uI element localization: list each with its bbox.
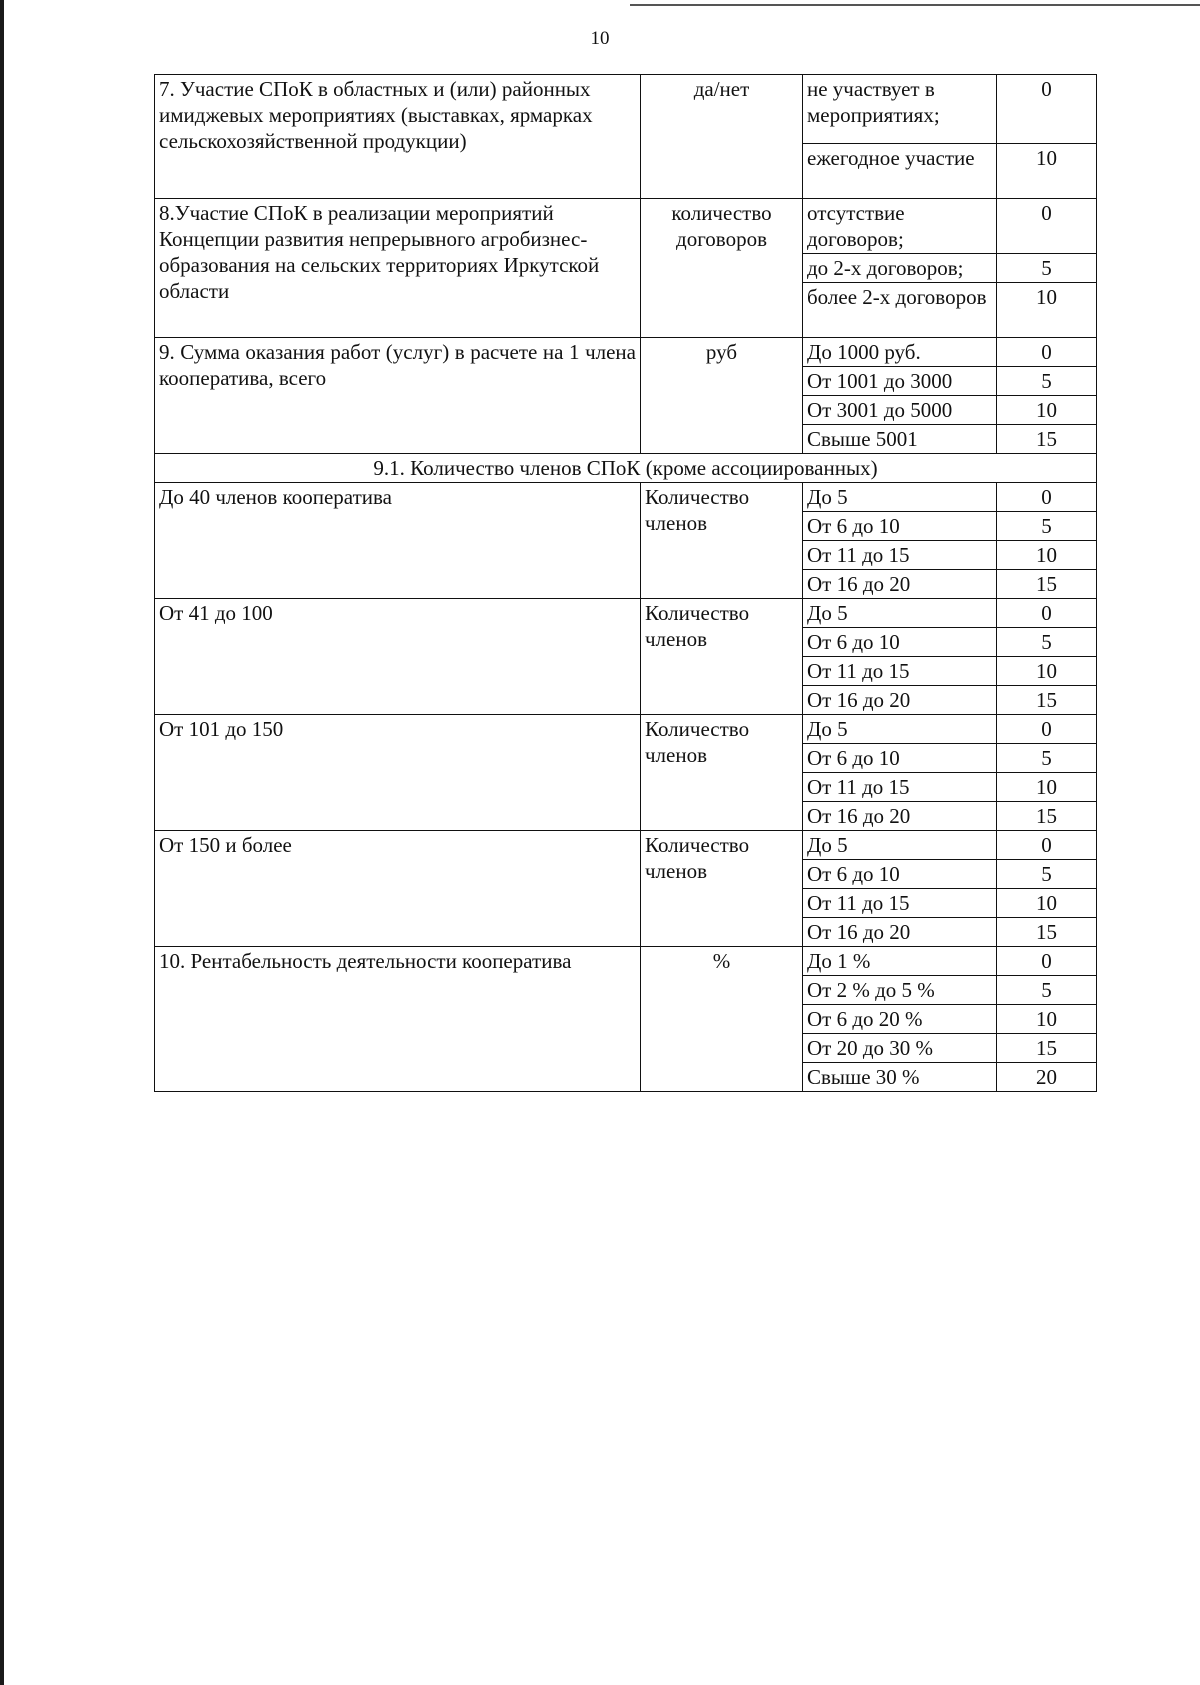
- option-score: 10: [997, 657, 1097, 686]
- criterion-unit: количество договоров: [641, 199, 803, 338]
- option-score: 10: [997, 1005, 1097, 1034]
- option-score: 5: [997, 628, 1097, 657]
- option-range: до 2-х договоров;: [803, 254, 997, 283]
- group-name: От 41 до 100: [155, 599, 641, 715]
- group-name: От 101 до 150: [155, 715, 641, 831]
- option-range: отсутствие договоров;: [803, 199, 997, 254]
- option-range: От 6 до 20 %: [803, 1005, 997, 1034]
- option-range: От 16 до 20: [803, 570, 997, 599]
- option-score: 5: [997, 512, 1097, 541]
- page-number: 10: [590, 28, 610, 49]
- criterion-name: 10. Рентабельность деятельности кооператива: [155, 947, 641, 1092]
- section-title: 9.1. Количество членов СПоК (кроме ассоциированных): [155, 454, 1097, 483]
- option-range: более 2-х договоров: [803, 283, 997, 338]
- table-row: [155, 454, 1097, 483]
- option-score: 15: [997, 570, 1097, 599]
- option-score: 10: [997, 396, 1097, 425]
- option-range: От 20 до 30 %: [803, 1034, 997, 1063]
- option-range: От 6 до 10: [803, 512, 997, 541]
- option-range: До 1 %: [803, 947, 997, 976]
- option-range: От 6 до 10: [803, 628, 997, 657]
- option-range: От 16 до 20: [803, 686, 997, 715]
- option-range: От 3001 до 5000: [803, 396, 997, 425]
- table-row: [155, 75, 1097, 144]
- option-score: 0: [997, 483, 1097, 512]
- criterion-name: 8.Участие СПоК в реализации мероприятий Концепции развития непрерывного агробизнес-образования на сельских территориях Иркутской области: [155, 199, 641, 338]
- option-score: 15: [997, 1034, 1097, 1063]
- option-range: До 5: [803, 831, 997, 860]
- option-range: До 5: [803, 715, 997, 744]
- option-score: 0: [997, 715, 1097, 744]
- option-range: От 11 до 15: [803, 773, 997, 802]
- option-range: От 11 до 15: [803, 657, 997, 686]
- option-score: 5: [997, 860, 1097, 889]
- option-score: 10: [997, 144, 1097, 199]
- option-range: Свыше 5001: [803, 425, 997, 454]
- criterion-name: 7. Участие СПоК в областных и (или) районных имиджевых мероприятиях (выставках, ярмарках сельскохозяйственной продукции): [155, 75, 641, 199]
- option-score: 0: [997, 947, 1097, 976]
- option-range: До 1000 руб.: [803, 338, 997, 367]
- criterion-name: 9. Сумма оказания работ (услуг) в расчете на 1 члена кооператива, всего: [155, 338, 641, 454]
- option-score: 10: [997, 773, 1097, 802]
- option-range: От 11 до 15: [803, 541, 997, 570]
- option-range: От 16 до 20: [803, 802, 997, 831]
- option-score: 15: [997, 918, 1097, 947]
- option-score: 15: [997, 425, 1097, 454]
- option-score: 0: [997, 75, 1097, 144]
- option-range: До 5: [803, 599, 997, 628]
- option-score: 5: [997, 976, 1097, 1005]
- option-score: 5: [997, 367, 1097, 396]
- option-range: От 11 до 15: [803, 889, 997, 918]
- option-score: 15: [997, 686, 1097, 715]
- option-score: 15: [997, 802, 1097, 831]
- option-score: 5: [997, 744, 1097, 773]
- option-score: 0: [997, 338, 1097, 367]
- group-name: От 150 и более: [155, 831, 641, 947]
- option-score: 20: [997, 1063, 1097, 1092]
- option-range: От 16 до 20: [803, 918, 997, 947]
- option-range: От 6 до 10: [803, 744, 997, 773]
- option-score: 10: [997, 889, 1097, 918]
- criterion-unit: да/нет: [641, 75, 803, 199]
- option-range: От 1001 до 3000: [803, 367, 997, 396]
- option-range: До 5: [803, 483, 997, 512]
- table-row: [155, 599, 1097, 628]
- group-unit: Количество членов: [641, 483, 803, 599]
- group-unit: Количество членов: [641, 599, 803, 715]
- option-range: От 2 % до 5 %: [803, 976, 997, 1005]
- criterion-unit: %: [641, 947, 803, 1092]
- scan-edge-top: [630, 4, 1200, 6]
- group-unit: Количество членов: [641, 715, 803, 831]
- option-range: Свыше 30 %: [803, 1063, 997, 1092]
- option-range: не участвует в мероприятиях;: [803, 75, 997, 144]
- table-row: [155, 483, 1097, 512]
- option-range: От 6 до 10: [803, 860, 997, 889]
- option-score: 10: [997, 541, 1097, 570]
- option-score: 5: [997, 254, 1097, 283]
- option-range: ежегодное участие: [803, 144, 997, 199]
- table-row: [155, 338, 1097, 367]
- table-row: [155, 831, 1097, 860]
- option-score: 0: [997, 831, 1097, 860]
- table-row: [155, 199, 1097, 254]
- criterion-unit: руб: [641, 338, 803, 454]
- option-score: 0: [997, 599, 1097, 628]
- option-score: 10: [997, 283, 1097, 338]
- table-row: [155, 947, 1097, 976]
- option-score: 0: [997, 199, 1097, 254]
- scan-edge-left: [0, 0, 4, 1685]
- group-unit: Количество членов: [641, 831, 803, 947]
- table-row: [155, 715, 1097, 744]
- group-name: До 40 членов кооператива: [155, 483, 641, 599]
- criteria-table: [154, 74, 1097, 1092]
